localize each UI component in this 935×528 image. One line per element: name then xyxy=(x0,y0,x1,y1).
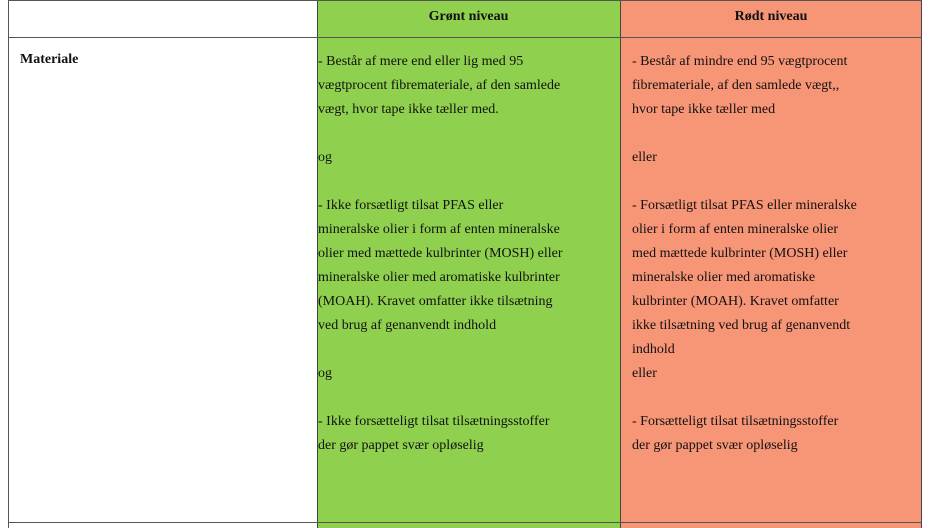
header-divider xyxy=(8,37,922,38)
green-level-header: Grønt niveau xyxy=(428,9,509,24)
table-top-border xyxy=(8,0,922,1)
row-bottom-border xyxy=(8,522,922,523)
row-label-materiale: Materiale xyxy=(20,52,79,67)
label-column xyxy=(8,0,318,528)
green-level-criteria: - Består af mere end eller lig med 95 vægtprocent fibremateriale, af den samlede vægt, hvor tape ikke tæller med. og - Ikke forsætligt tilsat PFAS eller mineralske olier i form af enten mineralske olier med mættede kulbrinter (MOSH) eller mineralske olier med aromatiske kulbrinter (MOAH). Kravet omfatter ikke tilsætning ved brug af genanvendt indhold og - Ikke forsætteligt tilsat tilsætningsstoffer der gør pappet svær opløselig xyxy=(318,54,563,453)
red-level-header: Rødt niveau xyxy=(734,9,808,24)
red-level-criteria: - Består af mindre end 95 vægtprocent fibremateriale, af den samlede vægt,, hvor tape ikke tæller med eller - Forsætligt tilsat PFAS eller mineralske olier i form af enten mineralske olier med mættede kulbrinter (MOSH) eller mineralske olier med aromatiske kulbrinter (MOAH). Kravet omfatter ikke tilsætning ved brug af genanvendt indhold eller - Forsætteligt tilsat tilsætningsstoffer der gør pappet svær opløselig xyxy=(632,54,857,453)
